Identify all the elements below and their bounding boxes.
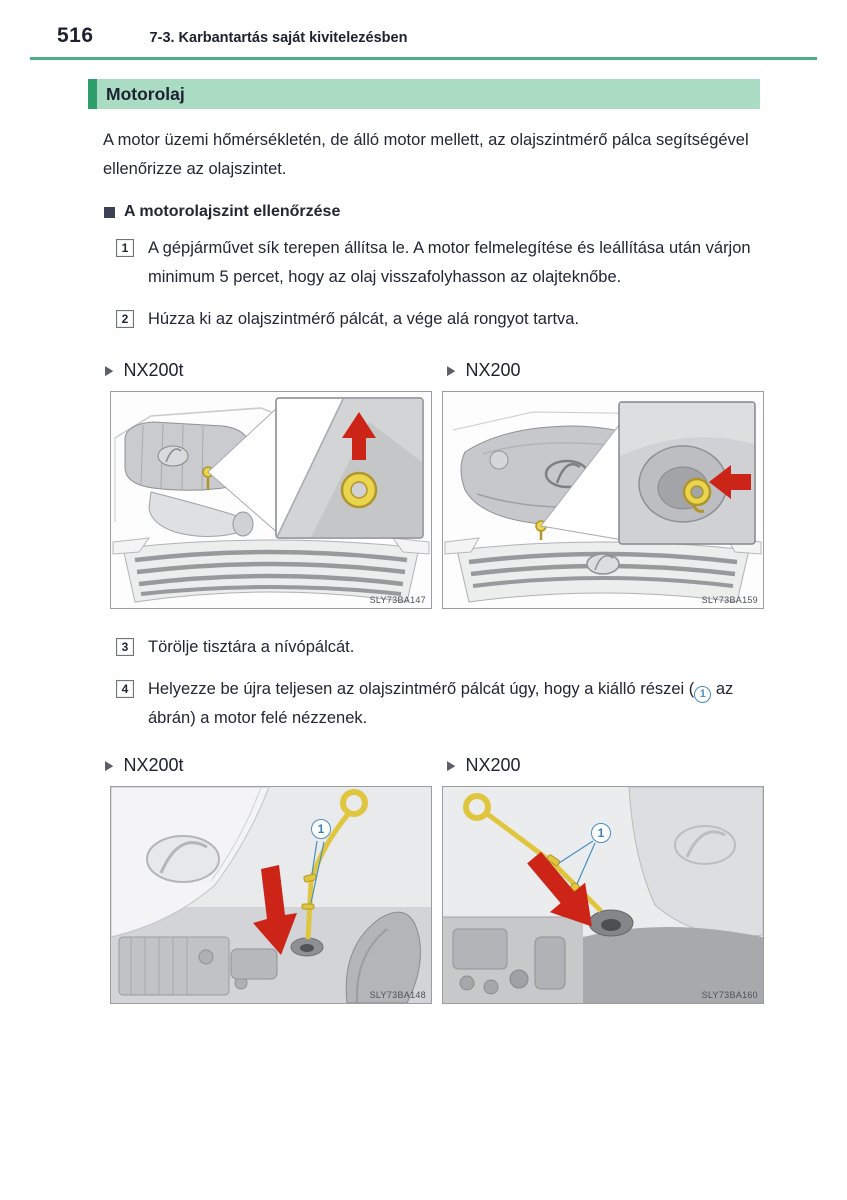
step-text-before: Helyezze be újra teljesen az olajszintmérő pálcát úgy, hogy a kiálló részei ( bbox=[148, 680, 695, 698]
callout-1-inline: 1 bbox=[694, 686, 711, 703]
dipstick-insert-illustration bbox=[443, 787, 763, 1003]
figure-marker-icon: ▶ bbox=[105, 758, 114, 774]
figure-nx200t-dipstick-location bbox=[110, 391, 432, 609]
step-text: A gépjárművet sík terepen állítsa le. A motor felmelegítése és leállítása után várjon minimum 5 percet, hogy az olaj visszafolyhasson az olajteknőbe. bbox=[148, 239, 751, 286]
chapter-title-bar bbox=[88, 79, 760, 109]
figure-row-1 bbox=[110, 391, 847, 609]
figure-nx200-dipstick-insert bbox=[442, 786, 764, 1004]
page-header bbox=[0, 0, 847, 48]
figure-callout-1: 1 bbox=[591, 823, 611, 843]
magnified-inset bbox=[276, 398, 423, 538]
figure-row-2 bbox=[110, 786, 847, 1004]
section-title: 7-3. Karbantartás saját kivitelezésben bbox=[149, 30, 408, 46]
step-text: Törölje tisztára a nívópálcát. bbox=[148, 638, 355, 656]
title-accent-tab bbox=[88, 79, 97, 109]
figure-nx200t-dipstick-insert bbox=[110, 786, 432, 1004]
figure-label-nx200t bbox=[105, 755, 447, 776]
dipstick-tube-opening bbox=[291, 938, 323, 956]
figure-code: SLY73BA147 bbox=[369, 595, 426, 605]
step-text-after: az ábrán) a motor felé nézzenek. bbox=[148, 680, 734, 727]
figure-label-nx200 bbox=[447, 360, 789, 381]
page-number: 516 bbox=[57, 24, 94, 47]
dipstick-tube-opening bbox=[589, 910, 633, 936]
step-number-badge: 2 bbox=[116, 310, 134, 328]
figure-label-text: NX200t bbox=[123, 360, 184, 380]
engine-components bbox=[443, 917, 583, 1003]
figure-labels-row-2 bbox=[105, 755, 847, 776]
figure-code: SLY73BA159 bbox=[701, 595, 758, 605]
oil-filler-cap bbox=[490, 451, 508, 469]
subsection-title: A motorolajszint ellenőrzése bbox=[124, 203, 341, 220]
figure-label-nx200 bbox=[447, 755, 789, 776]
figure-nx200-dipstick-location bbox=[442, 391, 764, 609]
figure-label-text: NX200 bbox=[465, 360, 521, 380]
figure-label-nx200t bbox=[105, 360, 447, 381]
dipstick-ring-icon bbox=[342, 473, 376, 507]
step-number-badge: 1 bbox=[116, 239, 134, 257]
engine-bay-illustration bbox=[111, 392, 431, 608]
magnified-inset bbox=[619, 402, 755, 544]
step-number-badge: 3 bbox=[116, 638, 134, 656]
step-item-3 bbox=[116, 633, 762, 662]
front-grille bbox=[113, 538, 429, 602]
figure-label-text: NX200t bbox=[123, 755, 184, 775]
step-item-2 bbox=[116, 305, 762, 334]
figure-code: SLY73BA160 bbox=[701, 990, 758, 1000]
step-item-1 bbox=[116, 234, 762, 292]
chapter-title: Motorolaj bbox=[106, 83, 185, 104]
step-text: Húzza ki az olajszintmérő pálcát, a vége alá rongyot tartva. bbox=[148, 310, 580, 328]
figure-callout-1: 1 bbox=[311, 819, 331, 839]
dipstick-insert-illustration bbox=[111, 787, 431, 1003]
lexus-logo bbox=[147, 836, 219, 882]
step-text bbox=[148, 675, 762, 733]
figure-marker-icon: ▶ bbox=[105, 363, 114, 379]
engine-bay-illustration bbox=[443, 392, 763, 608]
front-grille bbox=[445, 538, 761, 602]
figure-labels-row-1 bbox=[105, 360, 847, 381]
figure-marker-icon: ▶ bbox=[447, 758, 456, 774]
figure-code: SLY73BA148 bbox=[369, 990, 426, 1000]
header-divider bbox=[30, 57, 817, 60]
figure-marker-icon: ▶ bbox=[447, 363, 456, 379]
step-item-4 bbox=[116, 675, 762, 733]
subsection-bullet-icon bbox=[104, 207, 115, 218]
step-number-badge: 4 bbox=[116, 680, 134, 698]
figure-label-text: NX200 bbox=[465, 755, 521, 775]
subsection-heading bbox=[104, 203, 762, 221]
intro-paragraph: A motor üzemi hőmérsékletén, de álló motor mellett, az olajszintmérő pálca segítségével ellenőrizze az olajszintet. bbox=[103, 131, 749, 178]
